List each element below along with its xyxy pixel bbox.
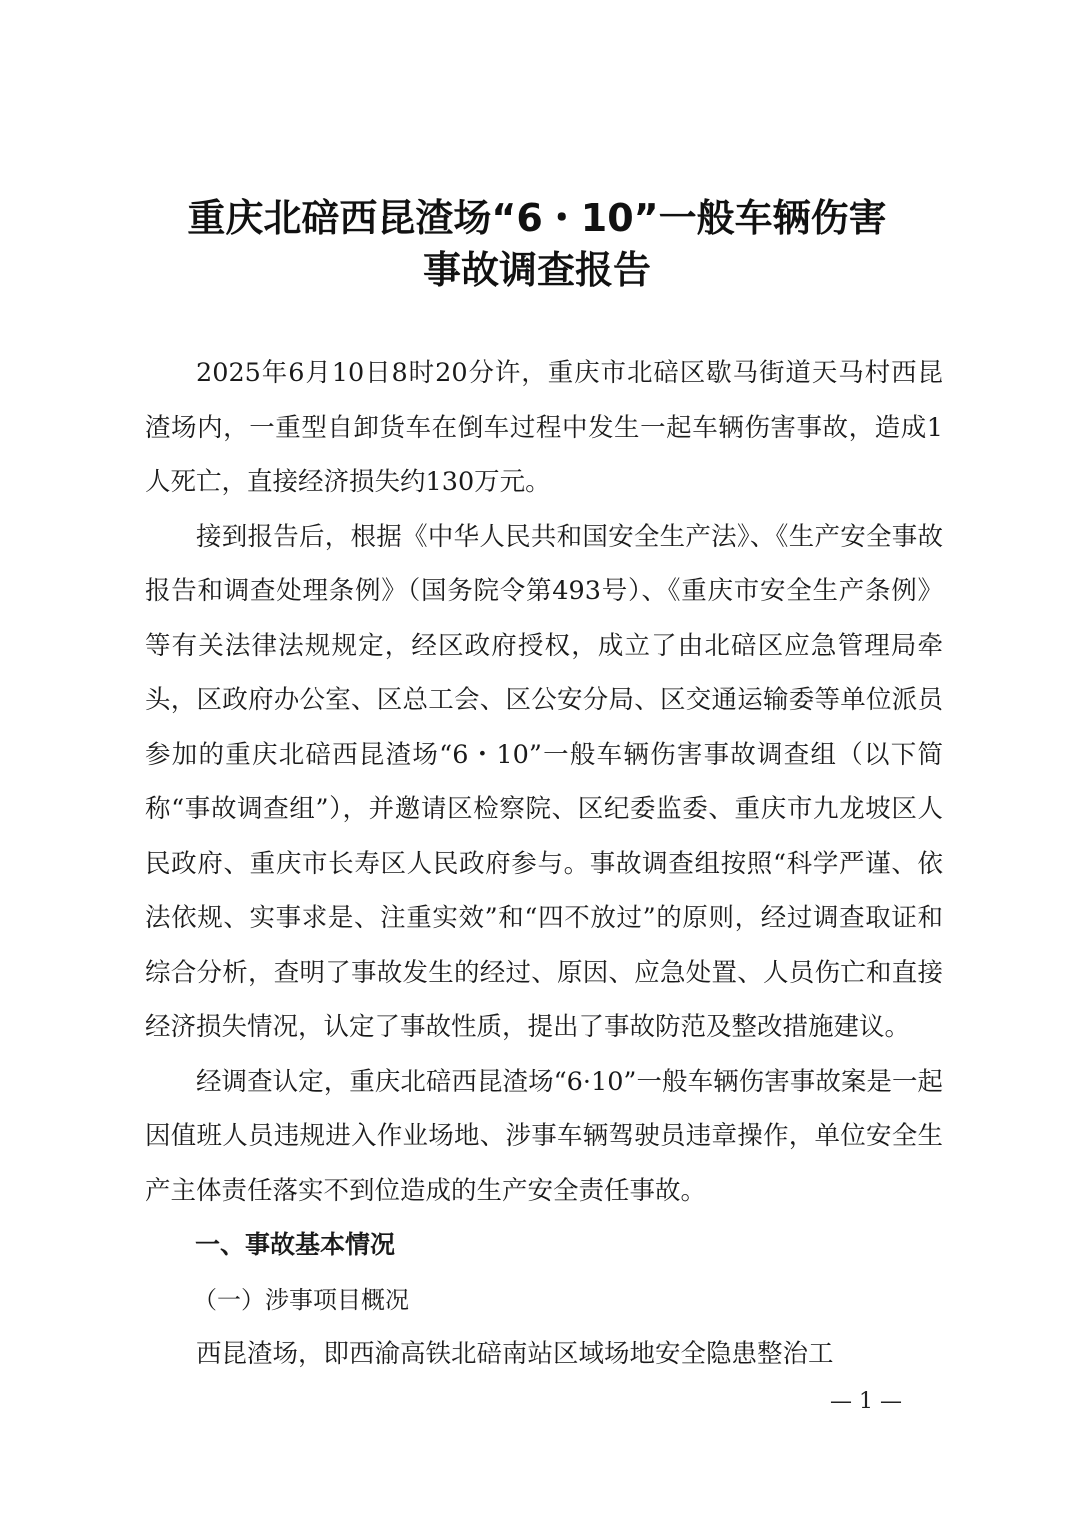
document-title-line-1: 重庆北碚西昆渣场“6・10”一般车辆伤害 (187, 196, 887, 240)
section-heading: 一、事故基本情况 (195, 1230, 396, 1259)
document-body (145, 346, 943, 1382)
document-title-line-2: 事故调查报告 (422, 248, 651, 292)
paragraph-project-overview: 西昆渣场，即西渝高铁北碚南站区域场地安全隐患整治工 (196, 1339, 834, 1369)
paragraph-investigation: 接到报告后，根据《中华人民共和国安全生产法》、《生产安全事故报告和调查处理条例》（国务院令第493号）、《重庆市安全生产条例》等有关法律法规规定，经区政府授权，成立了由北碚区应急管理局牵头，区政府办公室、区总工会、区公安分局、区交通运输委等单位派员参加的重庆北碚西昆渣场“6・10”一般车辆伤害事故调查组（以下简称“事故调查组”），并邀请区检察院、区纪委监委、重庆市九龙坡区人民政府、重庆市长寿区人民政府参与。事故调查组按照“科学严谨、依法依规、实事求是、注重实效”和“四不放过”的原则，经过调查取证和综合分析，查明了事故发生的经过、原因、应急处置、人员伤亡和直接经济损失情况，认定了事故性质，提出了事故防范及整改措施建议。 (145, 521, 943, 1042)
paragraph-conclusion: 经调查认定，重庆北碚西昆渣场“6·10”一般车辆伤害事故案是一起因值班人员违规进入作业场地、涉事车辆驾驶员违章操作，单位安全生产主体责任落实不到位造成的生产安全责任事故。 (145, 1066, 943, 1206)
paragraph-intro: 2025年6月10日8时20分许，重庆市北碚区歇马街道天马村西昆渣场内，一重型自卸货车在倒车过程中发生一起车辆伤害事故，造成1人死亡，直接经济损失约130万元。 (145, 358, 943, 497)
subsection-heading: （一）涉事项目概况 (193, 1285, 409, 1314)
page-number: — 1 — (830, 1389, 902, 1414)
